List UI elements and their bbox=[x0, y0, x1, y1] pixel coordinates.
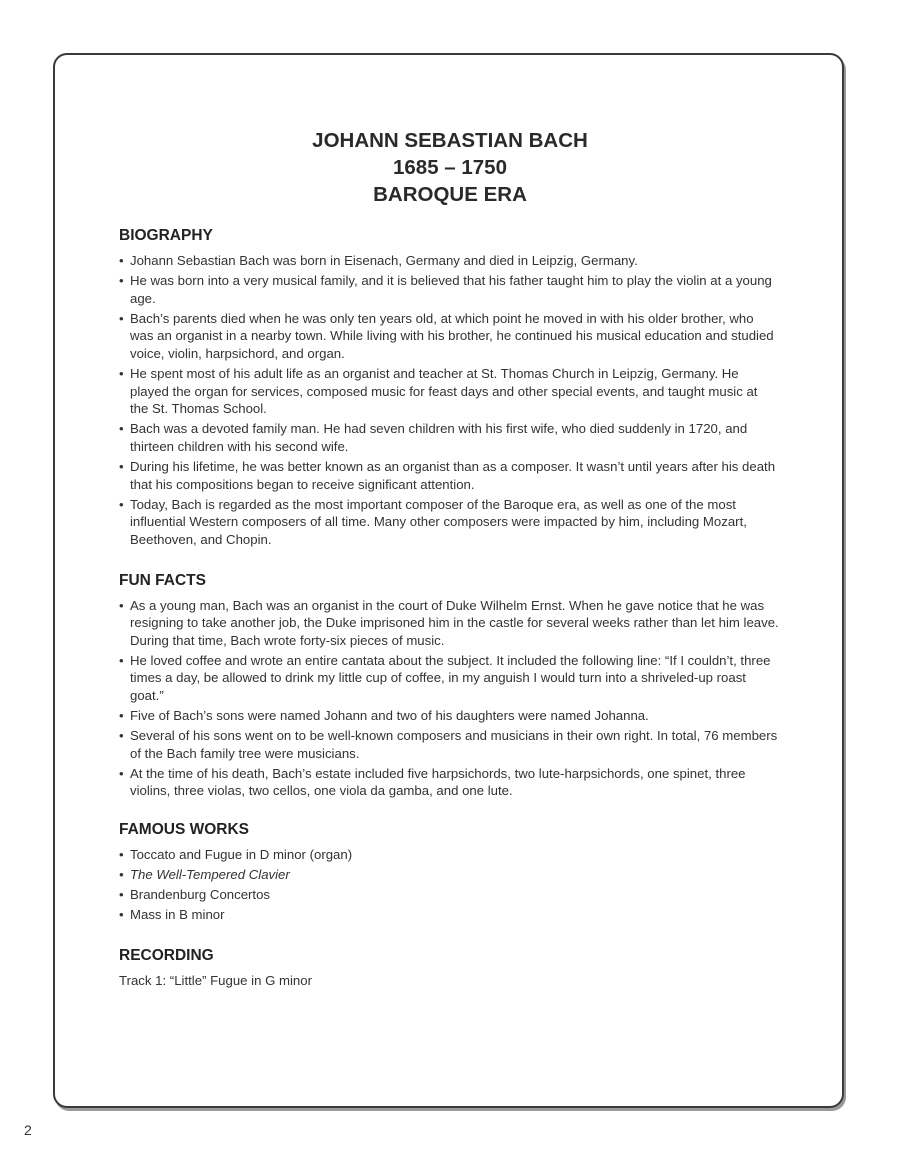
famous-works-heading: FAMOUS WORKS bbox=[119, 821, 250, 839]
famous-works-list bbox=[119, 846, 779, 924]
recording-track: Track 1: “Little” Fugue in G minor bbox=[119, 972, 312, 988]
biography-section bbox=[119, 226, 779, 549]
list-item: • Brandenburg Concertos bbox=[119, 886, 779, 904]
fun-facts-section bbox=[119, 571, 779, 801]
list-item: • He was born into a very musical family, and it is believed that his father taught him to play the violin at a young age. bbox=[119, 272, 779, 307]
list-item: • Several of his sons went on to be well-known composers and musicians in their own right. In total, 76 members of the Bach family tree were musicians. bbox=[119, 727, 779, 762]
composer-name: JOHANN SEBASTIAN BACH bbox=[312, 129, 588, 152]
list-item: • Mass in B minor bbox=[119, 906, 779, 924]
biography-list bbox=[119, 252, 779, 549]
list-item: • He loved coffee and wrote an entire cantata about the subject. It included the following line: “If I couldn’t, three times a day, be allowed to drink my little cup of coffee, in my anguish I would turn into a shriveled-up roast goat.” bbox=[119, 652, 779, 705]
fun-facts-list bbox=[119, 597, 779, 801]
famous-works-section bbox=[119, 820, 779, 924]
list-item: • Bach’s parents died when he was only ten years old, at which point he moved in with his older brother, who was an organist in a nearby town. While living with his brother, he continued his musical education and studied voice, violin, harpsichord, and organ. bbox=[119, 310, 779, 363]
list-item: • Today, Bach is regarded as the most important composer of the Baroque era, as well as one of the most influential Western composers of all time. Many other composers were impacted by him, including Mozart, Beethoven, and Chopin. bbox=[119, 496, 779, 549]
list-item: • At the time of his death, Bach’s estate included five harpsichords, two lute-harpsichords, one spinet, three violins, three violas, two cellos, one viola da gamba, and one lute. bbox=[119, 765, 779, 800]
list-item: • During his lifetime, he was better known as an organist than as a composer. It wasn’t until years after his death that his compositions began to receive significant attention. bbox=[119, 458, 779, 493]
list-item: • Five of Bach’s sons were named Johann and two of his daughters were named Johanna. bbox=[119, 707, 779, 725]
list-item: • As a young man, Bach was an organist in the court of Duke Wilhelm Ernst. When he gave notice that he was resigning to take another job, the Duke imprisoned him in the castle for several weeks rather than let him leave. During that time, Bach wrote forty-six pieces of music. bbox=[119, 597, 779, 650]
main-content bbox=[119, 226, 779, 1012]
recording-section bbox=[119, 946, 779, 990]
page-number: 2 bbox=[24, 1122, 32, 1138]
list-item: • Toccato and Fugue in D minor (organ) bbox=[119, 846, 779, 864]
biography-heading: BIOGRAPHY bbox=[119, 227, 213, 244]
composer-years: 1685 – 1750 bbox=[392, 156, 507, 179]
fun-facts-heading: FUN FACTS bbox=[119, 571, 206, 589]
composer-era: BAROQUE ERA bbox=[373, 183, 527, 206]
page-title bbox=[0, 127, 900, 208]
list-item: • Bach was a devoted family man. He had seven children with his first wife, who died suddenly in 1720, and thirteen children with his second wife. bbox=[119, 420, 779, 455]
list-item: • Johann Sebastian Bach was born in Eisenach, Germany and died in Leipzig, Germany. bbox=[119, 252, 779, 270]
list-item: • The Well-Tempered Clavier bbox=[119, 866, 779, 884]
list-item: • He spent most of his adult life as an organist and teacher at St. Thomas Church in Leipzig, Germany. He played the organ for services, composed music for feast days and other special events, and taught music at the St. Thomas School. bbox=[119, 365, 779, 418]
recording-heading: RECORDING bbox=[119, 946, 214, 964]
